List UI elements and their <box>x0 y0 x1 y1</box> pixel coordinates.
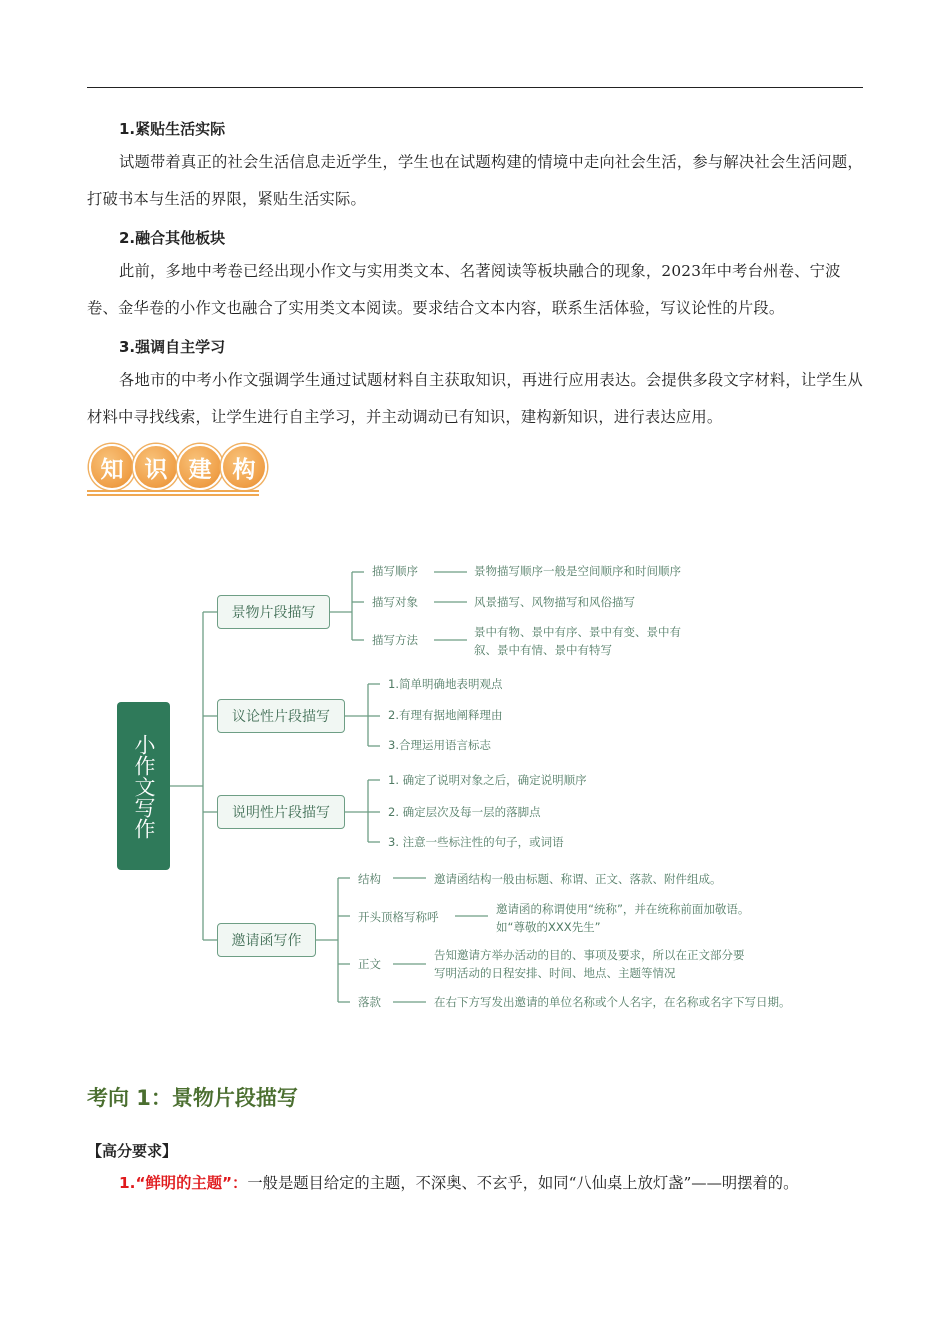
invitation-key-2: 开头顶格写称呼 <box>358 910 439 924</box>
scenery-value-2: 风景描写、风物描写和风俗描写 <box>474 595 635 609</box>
branch-scenery: 景物片段描写 <box>217 595 330 629</box>
exposition-item-3: 3. 注意一些标注性的句子，或词语 <box>388 835 564 849</box>
scenery-key-1: 描写顺序 <box>372 564 418 578</box>
banner-char-2: 识 <box>133 444 179 490</box>
invitation-key-4: 落款 <box>358 995 381 1009</box>
invitation-key-3: 正文 <box>358 957 381 971</box>
branch-exposition: 说明性片段描写 <box>217 795 345 829</box>
scenery-value-3b: 叙、景中有情、景中有特写 <box>474 643 612 657</box>
branch-invitation: 邀请函写作 <box>217 923 316 957</box>
scenery-key-2: 描写对象 <box>372 595 418 609</box>
section-heading-2: 2.融合其他板块 <box>119 229 226 247</box>
invitation-value-3b: 写明活动的日程安排、时间、地点、主题等情况 <box>434 966 676 980</box>
banner-char-1: 知 <box>89 444 135 490</box>
invitation-value-3a: 告知邀请方举办活动的目的、事项及要求，所以在正文部分要 <box>434 948 745 962</box>
section-heading-1: 1.紧贴生活实际 <box>119 120 226 138</box>
invitation-value-1: 邀请函结构一般由标题、称谓、正文、落款、附件组成。 <box>434 872 722 886</box>
argument-item-2: 2.有理有据地阐释理由 <box>388 708 503 722</box>
requirement-line <box>119 1171 798 1195</box>
argument-item-3: 3.合理运用语言标志 <box>388 738 491 752</box>
topic-heading: 考向 1：景物片段描写 <box>87 1086 298 1110</box>
scenery-value-3a: 景中有物、景中有序、景中有变、景中有 <box>474 625 681 639</box>
invitation-key-1: 结构 <box>358 872 381 886</box>
banner-underline-2 <box>87 494 259 496</box>
mind-map <box>0 540 950 1040</box>
section-body-3: 各地市的中考小作文强调学生通过试题材料自主获取知识，再进行应用表达。会提供多段文字材料，让学生从材料中寻找线索，让学生进行自主学习，并主动调动已有知识，建构新知识，进行表达应用。 <box>87 371 863 426</box>
requirement-label: 1.“鲜明的主题”： <box>119 1174 248 1192</box>
invitation-value-4: 在右下方写发出邀请的单位名称或个人名字，在名称或名字下写日期。 <box>434 995 791 1009</box>
exposition-item-2: 2. 确定层次及每一层的落脚点 <box>388 805 541 819</box>
scenery-key-3: 描写方法 <box>372 633 418 647</box>
invitation-value-2a: 邀请函的称谓使用“统称”，并在统称前面加敬语。 <box>496 902 750 916</box>
knowledge-banner <box>87 440 267 500</box>
scenery-value-1: 景物描写顺序一般是空间顺序和时间顺序 <box>474 564 681 578</box>
section-body-2: 此前，多地中考卷已经出现小作文与实用类文本、名著阅读等板块融合的现象，2023年中考台州卷、宁波卷、金华卷的小作文也融合了实用类文本阅读。要求结合文本内容，联系生活体验，写议论性的片段。 <box>87 262 841 317</box>
banner-char-3: 建 <box>177 444 223 490</box>
high-score-label: 【高分要求】 <box>87 1142 178 1160</box>
exposition-item-1: 1. 确定了说明对象之后，确定说明顺序 <box>388 773 587 787</box>
branch-argument: 议论性片段描写 <box>217 699 345 733</box>
section-heading-3: 3.强调自主学习 <box>119 338 226 356</box>
top-rule <box>87 87 863 88</box>
banner-char-4: 构 <box>221 444 267 490</box>
requirement-text: 一般是题目给定的主题，不深奥、不玄乎，如同“八仙桌上放灯盏”——明摆着的。 <box>247 1174 799 1192</box>
invitation-value-2b: 如“尊敬的XXX先生” <box>496 920 601 934</box>
section-body-1: 试题带着真正的社会生活信息走近学生，学生也在试题构建的情境中走向社会生活，参与解决社会生活问题，打破书本与生活的界限，紧贴生活实际。 <box>87 153 863 208</box>
banner-underline-1 <box>87 490 259 492</box>
argument-item-1: 1.简单明确地表明观点 <box>388 677 503 691</box>
mind-map-root: 小作文写作 <box>117 702 170 870</box>
